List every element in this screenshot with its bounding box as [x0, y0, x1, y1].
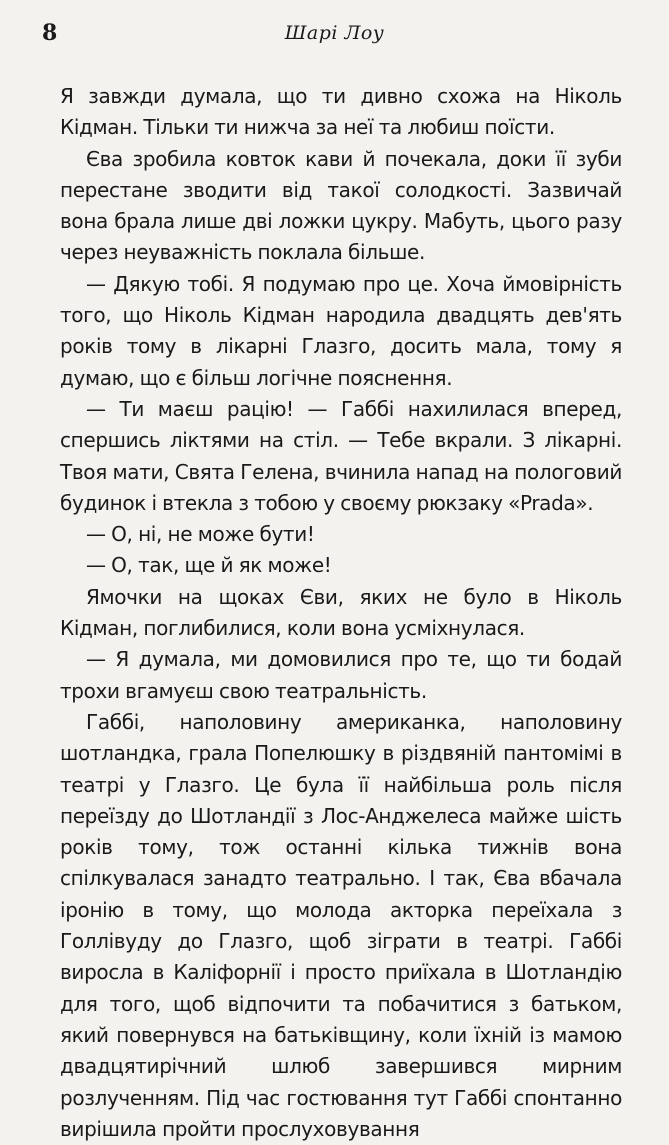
paragraph: Габбі, наполовину американка, наполовину шотландка, грала Попелюшку в різдвяній пантомімі в театрі у Глазго. Це була її найбільша роль після переїзду до Шотландії з Лос-Анджелеса майже шість років тому, тож останні кілька тижнів вона спілкувалася занадто театрально. І так, Єва вбачала іронію в тому, що молода акторка переїхала з Голлівуду до Глазго, щоб зіграти в театрі. Габбі виросла в Каліфорнії і просто приїхала в Шотландію для того, щоб відпочити та побачитися з батьком, який повернувся на батьківщину, коли їхній із мамою двадцятирічний шлюб завершився мирним розлученням. Під час гостювання тут Габбі спонтанно вирішила пройти прослуховування: [60, 709, 622, 1141]
paragraph: — Дякую тобі. Я подумаю про це. Хоча ймовірність того, що Ніколь Кідман народила двадцять дев'ять років тому в лікарні Глазго, досить мала, тому я думаю, що є більш логічне пояснення.: [60, 271, 622, 390]
paragraph: Я завжди думала, що ти дивно схожа на Ніколь Кідман. Тільки ти нижча за неї та любиш поїсти.: [60, 84, 622, 140]
paragraph: — Ти маєш рацію! — Габбі нахилилася вперед, спершись ліктями на стіл. — Тебе вкрали. З лікарні. Твоя мати, Свята Гелена, вчинила напад на пологовий будинок і втекла з тобою у своєму рюкзаку «Prada».: [60, 396, 622, 515]
paragraph: — Я думала, ми домовилися про те, що ти бодай трохи вгамуєш свою театральність.: [60, 647, 622, 703]
running-head-author: Шарі Лоу: [284, 22, 385, 44]
paragraph: — О, ні, не може бути!: [86, 522, 315, 547]
paragraph: Єва зробила ковток кави й почекала, доки її зуби перестане зводити від такої солодкості. Зазвичай вона брала лише дві ложки цукру. Мабуть, цього разу через неуважність поклала більше.: [60, 146, 622, 265]
page-header: [0, 16, 669, 48]
paragraph: Ямочки на щоках Єви, яких не було в Ніколь Кідман, поглибилися, коли вона усміхнулася.: [60, 584, 622, 641]
body-text: [60, 81, 622, 1145]
page-number: 8: [42, 20, 58, 46]
paragraph: — О, так, ще й як може!: [86, 553, 332, 578]
